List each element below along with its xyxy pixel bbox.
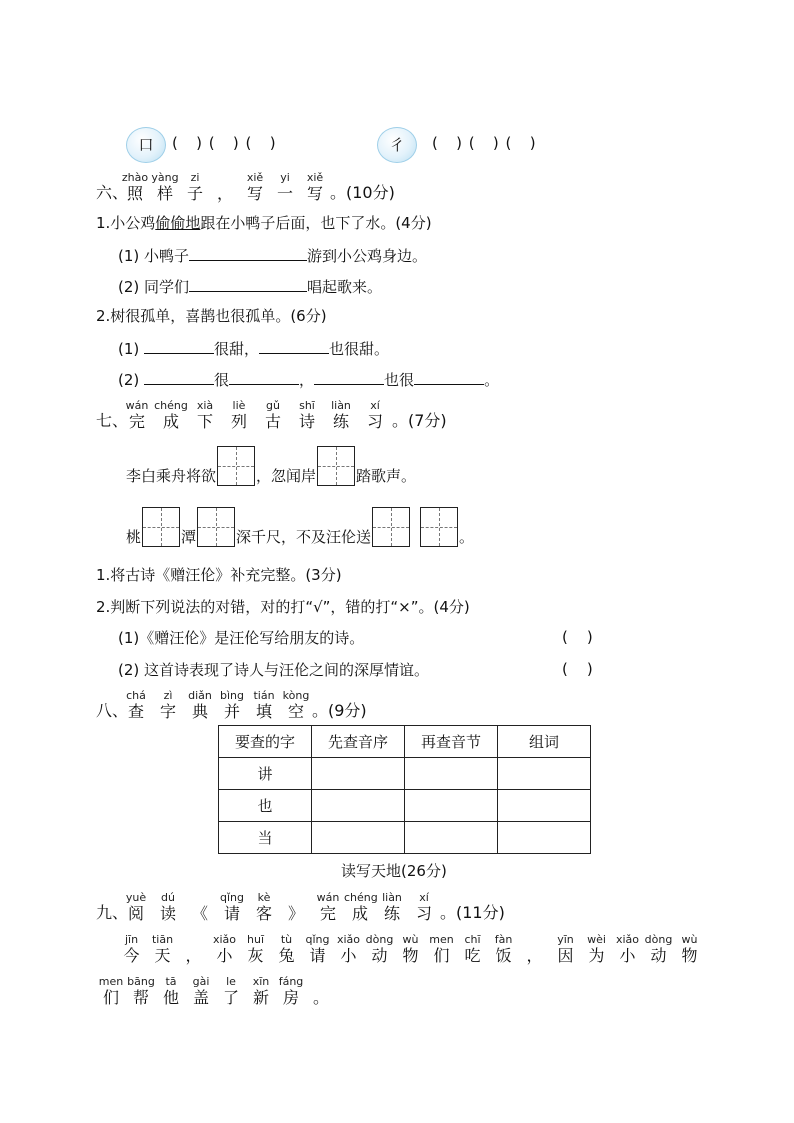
section9-number: 九、 xyxy=(96,903,129,922)
pinyin-char-cell xyxy=(152,690,184,722)
section7-q2b: (2) 这首诗表现了诗人与汪伦之间的深厚情谊。 xyxy=(118,661,430,679)
pinyin-char-cell xyxy=(147,934,178,966)
pinyin-char-cell xyxy=(280,690,312,722)
pinyin: liè xyxy=(232,399,246,412)
hanzi: 请 xyxy=(309,946,326,965)
table-cell-input[interactable] xyxy=(405,758,498,790)
poem2-text-c: 深千尺，不及汪伦送 xyxy=(236,528,372,546)
hanzi: 字 xyxy=(159,702,176,721)
pinyin-char-cell xyxy=(312,892,344,924)
pinyin-char-cell xyxy=(240,172,270,204)
hanzi: 他 xyxy=(162,988,179,1007)
hanzi: 成 xyxy=(351,904,368,923)
dictionary-table xyxy=(218,725,591,854)
pinyin-char-cell xyxy=(156,976,186,1008)
pinyin: tián xyxy=(253,689,275,702)
pinyin: xí xyxy=(370,399,380,412)
hanzi: ， xyxy=(185,946,202,965)
pinyin: xiǎo xyxy=(212,933,237,946)
hanzi: 为 xyxy=(588,946,605,965)
hanzi: 成 xyxy=(162,412,179,431)
pinyin: yi xyxy=(280,171,290,184)
hanzi: 物 xyxy=(402,946,419,965)
pinyin: men xyxy=(98,975,124,988)
table-row xyxy=(219,822,591,854)
pinyin: qǐng xyxy=(220,891,244,904)
section6-score: 。(10分) xyxy=(330,183,395,202)
table-cell-input[interactable] xyxy=(498,790,591,822)
radical-kou-char: 口 xyxy=(138,136,154,154)
pinyin-char-cell xyxy=(120,892,152,924)
pinyin-char-cell xyxy=(302,934,333,966)
section7-q1: 1.将古诗《赠汪伦》补充完整。(3分) xyxy=(96,566,342,584)
pinyin: zi xyxy=(190,171,200,184)
pinyin: gài xyxy=(192,975,210,988)
pinyin-char-cell xyxy=(256,400,290,432)
pinyin-char-cell xyxy=(457,934,488,966)
pinyin-char-cell xyxy=(376,892,408,924)
poem1-text-c: 踏歌声。 xyxy=(356,467,417,485)
q1a-pre: (1) 小鸭子 xyxy=(118,247,190,265)
table-cell-char: 当 xyxy=(219,822,312,854)
hanzi: 天 xyxy=(154,946,171,965)
pinyin: tiān xyxy=(151,933,174,946)
pinyin-char-cell xyxy=(188,400,222,432)
pinyin-char-cell xyxy=(290,400,324,432)
section8-number: 八、 xyxy=(96,701,129,720)
q2a-answer-paren[interactable]: ( ) xyxy=(562,628,593,646)
pinyin: xiǎo xyxy=(615,933,640,946)
pinyin-char-cell xyxy=(643,934,674,966)
q2a-mid: 很甜， xyxy=(214,340,260,358)
pinyin-char-cell xyxy=(120,690,152,722)
pinyin-char-cell xyxy=(184,690,216,722)
pinyin-char-cell xyxy=(276,976,306,1008)
pinyin-char-cell xyxy=(270,172,300,204)
hanzi: 饭 xyxy=(495,946,512,965)
hanzi: 古 xyxy=(264,412,281,431)
hanzi: 动 xyxy=(371,946,388,965)
q2b-answer-paren[interactable]: ( ) xyxy=(562,660,593,678)
q2b-blank-3[interactable] xyxy=(314,368,384,385)
q2a-post: 也很甜。 xyxy=(329,340,390,358)
hanzi: 。 xyxy=(312,988,329,1007)
hanzi: 并 xyxy=(223,702,240,721)
hanzi: 新 xyxy=(252,988,269,1007)
pinyin xyxy=(178,934,209,946)
hanzi: 物 xyxy=(681,946,698,965)
pinyin: liàn xyxy=(331,399,351,412)
hanzi: 客 xyxy=(255,904,272,923)
pinyin-char-cell xyxy=(180,172,210,204)
tianzige-box[interactable] xyxy=(317,446,355,486)
hanzi: 吃 xyxy=(464,946,481,965)
hanzi: 阅 xyxy=(127,904,144,923)
hanzi: 今 xyxy=(123,946,140,965)
radical-kou-answer-parens[interactable]: ( ) ( ) ( ) xyxy=(172,134,277,152)
pinyin-char-cell xyxy=(120,172,150,204)
pinyin-char-cell xyxy=(210,172,240,204)
pinyin-char-cell xyxy=(426,934,457,966)
pinyin-char-cell xyxy=(612,934,643,966)
pinyin-char-cell xyxy=(209,934,240,966)
pinyin: tā xyxy=(165,975,177,988)
hanzi: 房 xyxy=(282,988,299,1007)
pinyin-char-cell xyxy=(222,400,256,432)
tianzige-box[interactable] xyxy=(217,446,255,486)
pinyin xyxy=(210,172,240,184)
section6-q2b xyxy=(118,368,499,390)
radical-chi-badge xyxy=(377,127,417,163)
table-cell-input[interactable] xyxy=(405,790,498,822)
radical-chi-char: 彳 xyxy=(389,136,405,154)
hanzi: 习 xyxy=(415,904,432,923)
q2b-m3: 也很 xyxy=(384,371,415,389)
pinyin: yīn xyxy=(557,933,574,946)
section6-q1b xyxy=(118,275,382,297)
pinyin-char-cell xyxy=(248,892,280,924)
pinyin: chá xyxy=(126,689,146,702)
pinyin-char-cell xyxy=(358,400,392,432)
hanzi: 请 xyxy=(223,904,240,923)
table-header-row xyxy=(219,726,591,758)
q2b-blank-1[interactable] xyxy=(144,368,214,385)
hanzi: ， xyxy=(216,184,233,203)
pinyin-char-cell xyxy=(344,892,376,924)
table-header: 组词 xyxy=(498,726,591,758)
hanzi: 盖 xyxy=(192,988,209,1007)
poem1-text-a: 李白乘舟将欲 xyxy=(126,467,217,485)
poem2-text-d: 。 xyxy=(459,528,475,546)
hanzi: 查 xyxy=(127,702,144,721)
pinyin: men xyxy=(429,933,454,946)
q2b-blank-2[interactable] xyxy=(229,368,299,385)
hanzi: 灰 xyxy=(247,946,264,965)
hanzi: 习 xyxy=(366,412,383,431)
pinyin-char-cell xyxy=(150,172,180,204)
tianzige-box[interactable] xyxy=(197,507,235,547)
pinyin: wù xyxy=(681,933,698,946)
pinyin: gǔ xyxy=(266,399,280,412)
pinyin-char-cell xyxy=(519,934,550,966)
hanzi: 填 xyxy=(255,702,272,721)
hanzi: 们 xyxy=(433,946,450,965)
pinyin: xīn xyxy=(252,975,270,988)
poem2-text-b: 潭 xyxy=(181,528,197,546)
pinyin-char-cell xyxy=(216,892,248,924)
pinyin: dú xyxy=(161,891,175,904)
section7-score: 。(7分) xyxy=(392,411,447,430)
pinyin xyxy=(280,892,312,904)
pinyin-char-cell xyxy=(120,400,154,432)
poem-line-2 xyxy=(126,505,474,547)
hanzi: 动 xyxy=(650,946,667,965)
section6-number: 六、 xyxy=(96,183,129,202)
pinyin: fáng xyxy=(278,975,304,988)
pinyin-char-cell xyxy=(306,976,336,1008)
hanzi: 一 xyxy=(276,184,293,203)
pinyin: yàng xyxy=(151,171,179,184)
pinyin-char-cell xyxy=(271,934,302,966)
hanzi: 写 xyxy=(246,184,263,203)
pinyin-char-cell xyxy=(550,934,581,966)
pinyin-char-cell xyxy=(300,172,330,204)
hanzi: 兔 xyxy=(278,946,295,965)
section6-q1 xyxy=(96,213,432,233)
pinyin: chéng xyxy=(154,399,188,412)
hanzi: 写 xyxy=(306,184,323,203)
section7-number: 七、 xyxy=(96,411,129,430)
pinyin: wèi xyxy=(587,933,606,946)
pinyin: bāng xyxy=(127,975,155,988)
tianzige-box[interactable] xyxy=(372,507,410,547)
pinyin-char-cell xyxy=(280,892,312,924)
pinyin xyxy=(184,892,216,904)
hanzi: 列 xyxy=(230,412,247,431)
pinyin-char-cell xyxy=(395,934,426,966)
pinyin-char-cell xyxy=(488,934,519,966)
pinyin-char-cell xyxy=(248,690,280,722)
radical-kou-badge xyxy=(126,127,166,163)
pinyin xyxy=(519,934,550,946)
hanzi: 了 xyxy=(222,988,239,1007)
pinyin-char-cell xyxy=(116,934,147,966)
pinyin: jīn xyxy=(124,933,139,946)
section7-q2a: (1)《赠汪伦》是汪伦写给朋友的诗。 xyxy=(118,629,365,647)
q2b-m2: ， xyxy=(299,371,315,389)
table-cell-input[interactable] xyxy=(312,790,405,822)
pinyin-char-cell xyxy=(674,934,705,966)
q2a-blank-2[interactable] xyxy=(259,337,329,354)
hanzi: 小 xyxy=(216,946,233,965)
q1-text-pre: 1.小公鸡 xyxy=(96,214,156,232)
pinyin: tù xyxy=(280,933,293,946)
pinyin: zì xyxy=(163,689,173,702)
poem1-text-b: ，忽闻岸 xyxy=(256,467,317,485)
pinyin-char-cell xyxy=(126,976,156,1008)
section8-score: 。(9分) xyxy=(312,701,367,720)
pinyin: chī xyxy=(464,933,481,946)
pinyin-char-cell xyxy=(186,976,216,1008)
pinyin: le xyxy=(226,975,236,988)
pinyin-char-cell xyxy=(96,976,126,1008)
pinyin: kòng xyxy=(282,689,310,702)
pinyin: dòng xyxy=(365,933,394,946)
hanzi: 帮 xyxy=(132,988,149,1007)
hanzi: 下 xyxy=(196,412,213,431)
table-cell-char: 也 xyxy=(219,790,312,822)
poem2-text-a: 桃 xyxy=(126,528,142,546)
pinyin: liàn xyxy=(382,891,402,904)
pinyin: wù xyxy=(402,933,419,946)
section6-q1a xyxy=(118,244,427,266)
pinyin: chéng xyxy=(344,891,378,904)
table-header: 先查音序 xyxy=(312,726,405,758)
q2a-pre: (1) xyxy=(118,340,145,358)
table-header: 再查音节 xyxy=(405,726,498,758)
pinyin: qǐng xyxy=(305,933,330,946)
hanzi: 诗 xyxy=(298,412,315,431)
pinyin: xiǎo xyxy=(336,933,361,946)
pinyin-char-cell xyxy=(184,892,216,924)
q2b-m1: 很 xyxy=(214,371,230,389)
pinyin: zhào xyxy=(121,171,149,184)
tianzige-box[interactable] xyxy=(420,507,458,547)
pinyin-char-cell xyxy=(364,934,395,966)
table-cell-input[interactable] xyxy=(312,822,405,854)
q2a-blank-1[interactable] xyxy=(144,337,214,354)
pinyin xyxy=(306,976,336,988)
section6-q2: 2.树很孤单，喜鹊也很孤单。(6分) xyxy=(96,307,327,325)
hanzi: 空 xyxy=(287,702,304,721)
q1b-blank[interactable] xyxy=(189,275,307,292)
hanzi: 读 xyxy=(159,904,176,923)
hanzi: 因 xyxy=(557,946,574,965)
pinyin-char-cell xyxy=(216,690,248,722)
table-row xyxy=(219,758,591,790)
section9-score: 。(11分) xyxy=(440,903,505,922)
hanzi: ， xyxy=(526,946,543,965)
pinyin: yuè xyxy=(125,891,147,904)
tianzige-box[interactable] xyxy=(142,507,180,547)
hanzi: 完 xyxy=(319,904,336,923)
q1b-post: 唱起歌来。 xyxy=(307,278,383,296)
part-title: 读写天地(26分) xyxy=(341,862,447,880)
hanzi: 小 xyxy=(340,946,357,965)
hanzi: 练 xyxy=(332,412,349,431)
hanzi: 照 xyxy=(126,184,143,203)
pinyin: wán xyxy=(125,399,149,412)
q1a-blank[interactable] xyxy=(189,244,307,261)
pinyin: kè xyxy=(257,891,271,904)
hanzi: 完 xyxy=(128,412,145,431)
hanzi: 》 xyxy=(287,904,304,923)
section7-q2: 2.判断下列说法的对错，对的打“√”，错的打“×”。(4分) xyxy=(96,598,470,616)
pinyin: dòng xyxy=(644,933,673,946)
pinyin-char-cell xyxy=(324,400,358,432)
hanzi: 典 xyxy=(191,702,208,721)
hanzi: 小 xyxy=(619,946,636,965)
pinyin: xià xyxy=(196,399,214,412)
pinyin-char-cell xyxy=(581,934,612,966)
pinyin-char-cell xyxy=(154,400,188,432)
pinyin-char-cell xyxy=(178,934,209,966)
q2b-pre: (2) xyxy=(118,371,145,389)
pinyin-char-cell xyxy=(216,976,246,1008)
poem-line-1 xyxy=(126,444,416,486)
hanzi: 子 xyxy=(186,184,203,203)
pinyin: bìng xyxy=(220,689,244,702)
hanzi: 样 xyxy=(156,184,173,203)
pinyin: diǎn xyxy=(188,689,212,702)
table-header: 要查的字 xyxy=(219,726,312,758)
table-cell-input[interactable] xyxy=(498,822,591,854)
section6-q2a xyxy=(118,337,389,359)
q1a-post: 游到小公鸡身边。 xyxy=(307,247,428,265)
pinyin-char-cell xyxy=(240,934,271,966)
hanzi: 练 xyxy=(383,904,400,923)
pinyin: xiě xyxy=(246,171,264,184)
hanzi: 《 xyxy=(191,904,208,923)
pinyin: wán xyxy=(316,891,340,904)
pinyin: xí xyxy=(419,891,429,904)
radical-chi-answer-parens[interactable]: ( ) ( ) ( ) xyxy=(432,134,537,152)
pinyin: fàn xyxy=(494,933,513,946)
q1-text-post: 跟在小鸭子后面，也下了水。(4分) xyxy=(200,214,432,232)
pinyin-char-cell xyxy=(333,934,364,966)
pinyin: huī xyxy=(247,933,264,946)
table-row xyxy=(219,790,591,822)
table-cell-input[interactable] xyxy=(312,758,405,790)
q1-underlined-word: 偷偷地 xyxy=(155,214,201,232)
q1b-pre: (2) 同学们 xyxy=(118,278,190,296)
table-cell-input[interactable] xyxy=(405,822,498,854)
hanzi: 们 xyxy=(102,988,119,1007)
q2b-blank-4[interactable] xyxy=(414,368,484,385)
table-cell-char: 讲 xyxy=(219,758,312,790)
pinyin: xiě xyxy=(306,171,324,184)
pinyin-char-cell xyxy=(408,892,440,924)
pinyin: shī xyxy=(299,399,315,412)
table-cell-input[interactable] xyxy=(498,758,591,790)
pinyin-char-cell xyxy=(152,892,184,924)
pinyin-char-cell xyxy=(246,976,276,1008)
q2b-end: 。 xyxy=(484,371,500,389)
